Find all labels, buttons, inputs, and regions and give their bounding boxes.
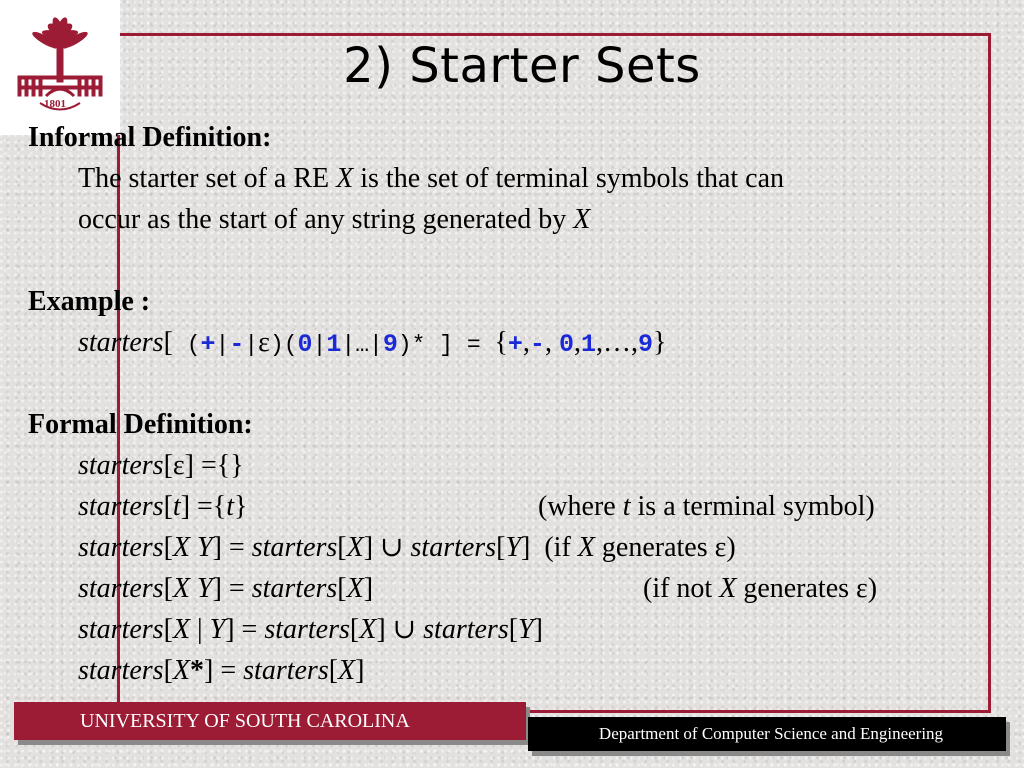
set-brace: {	[494, 327, 508, 358]
rule-condition: (where t is a terminal symbol)	[538, 491, 875, 522]
set-9: 9	[637, 330, 653, 359]
logo-year: 1801	[44, 98, 66, 110]
comma: ,	[522, 327, 530, 358]
set-0: 0	[558, 330, 574, 359]
digit-1: 1	[326, 330, 342, 359]
regex-bar: |	[215, 332, 230, 358]
example-line	[28, 322, 988, 363]
digit-0: 0	[297, 330, 313, 359]
bracket: [	[163, 327, 173, 358]
text-span: occur as the start of any string generated by	[78, 204, 574, 235]
epsilon: ε	[258, 327, 270, 358]
fn-starters: starters	[78, 327, 164, 358]
regex-minus: -	[229, 330, 245, 359]
var-x: X	[573, 204, 591, 235]
regex-part: )(	[269, 332, 298, 358]
informal-line-2	[28, 199, 988, 240]
regex-ellipsis: |…|	[341, 332, 383, 358]
set-plus: +	[507, 330, 523, 359]
regex-bar: |	[312, 332, 327, 358]
comma: ,	[573, 327, 581, 358]
var-x: X	[336, 163, 354, 194]
formal-rule-3: starters[X Y] = starters[X] ∪ starters[Y] (if X generates ε)	[78, 532, 736, 563]
comma: ,…,	[595, 327, 638, 358]
footer-university: UNIVERSITY OF SOUTH CAROLINA	[14, 702, 526, 740]
informal-heading: Informal Definition:	[28, 122, 272, 153]
formal-rule-1: starters[ε] ={}	[78, 450, 244, 481]
formal-rule-2: starters[t] ={t} (where t is a terminal symbol)	[28, 486, 988, 527]
formal-rule-6: starters[X*] = starters[X]	[78, 655, 365, 686]
text-span: The starter set of a RE	[78, 163, 337, 194]
comma: ,	[544, 327, 559, 358]
set-minus: -	[529, 330, 545, 359]
footer-department: Department of Computer Science and Engineering	[528, 717, 1006, 751]
formal-heading: Formal Definition:	[28, 409, 253, 440]
set-1: 1	[580, 330, 596, 359]
regex-bar: |	[244, 332, 259, 358]
digit-9: 9	[382, 330, 398, 359]
example-heading: Example :	[28, 286, 151, 317]
regex-plus: +	[200, 330, 216, 359]
slide-title: 2) Starter Sets	[343, 38, 701, 94]
regex-part: (	[172, 332, 201, 358]
text-span: is the set of terminal symbols that can	[353, 163, 785, 194]
formal-rule-5: starters[X | Y] = starters[X] ∪ starters[Y]	[78, 614, 543, 645]
regex-part: )* ] =	[397, 332, 495, 358]
set-brace: }	[652, 327, 667, 358]
slide-body	[28, 117, 988, 691]
formal-rule-4: starters[X Y] = starters[X] (if not X generates ε)	[28, 568, 988, 609]
rule-condition: (if not X generates ε)	[643, 573, 878, 604]
informal-line-1	[28, 158, 988, 199]
